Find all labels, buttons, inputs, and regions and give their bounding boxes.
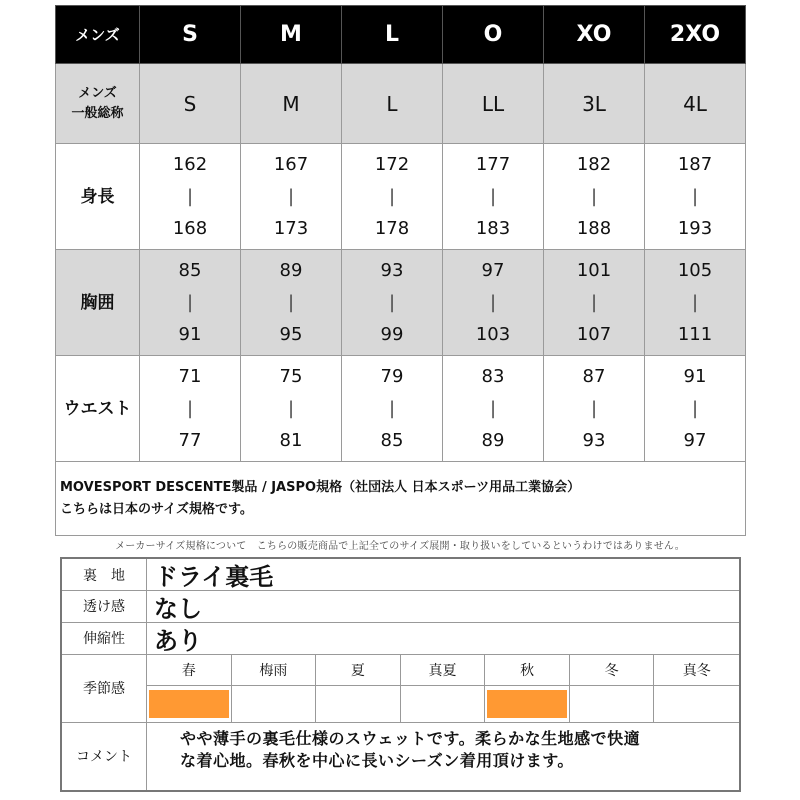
measure-label: 身長 bbox=[56, 144, 140, 250]
range-separator: | bbox=[388, 397, 396, 419]
general-size-cell: 3L bbox=[544, 64, 645, 144]
season-mark-cell bbox=[232, 686, 317, 722]
range-separator: | bbox=[691, 291, 699, 313]
range-max: 178 bbox=[374, 217, 410, 239]
general-size-row bbox=[56, 64, 746, 144]
range-max: 183 bbox=[475, 217, 511, 239]
range-max: 77 bbox=[178, 429, 202, 451]
size-header-cell: L bbox=[342, 6, 443, 64]
season-name: 梅雨 bbox=[232, 654, 317, 686]
size-header-cell: 2XO bbox=[645, 6, 746, 64]
range-separator: | bbox=[186, 397, 194, 419]
measure-range-cell bbox=[645, 356, 746, 462]
range-max: 111 bbox=[677, 323, 713, 345]
season-name: 秋 bbox=[485, 654, 570, 686]
size-header-row bbox=[56, 6, 746, 64]
lining-label: 裏 地 bbox=[62, 559, 147, 590]
measure-range-cell bbox=[140, 356, 241, 462]
stretch-value: あり bbox=[154, 626, 202, 655]
range-separator: | bbox=[186, 185, 194, 207]
range-separator: | bbox=[590, 185, 598, 207]
sheerness-value: なし bbox=[154, 594, 202, 623]
general-size-label bbox=[56, 64, 140, 144]
season-mark-cell bbox=[401, 686, 486, 722]
general-size-label-line1: メンズ bbox=[78, 85, 117, 101]
range-max: 99 bbox=[380, 323, 404, 345]
season-mark-cell bbox=[147, 686, 232, 722]
season-grid bbox=[147, 654, 739, 722]
range-max: 168 bbox=[172, 217, 208, 239]
comment-row bbox=[62, 722, 739, 790]
size-header-label: メンズ bbox=[56, 6, 140, 64]
range-max: 89 bbox=[481, 429, 505, 451]
season-highlight bbox=[149, 690, 229, 718]
size-note-line1: MOVESPORT DESCENTE製品 / JASPO規格（社団法人 日本スポーツ用品工業協会） bbox=[60, 479, 581, 495]
size-header-cell: S bbox=[140, 6, 241, 64]
comment-line2: な着心地。春秋を中心に長いシーズン着用頂けます。 bbox=[180, 751, 574, 770]
range-separator: | bbox=[590, 397, 598, 419]
chest-row bbox=[56, 250, 746, 356]
measure-range-cell bbox=[342, 144, 443, 250]
range-separator: | bbox=[287, 185, 295, 207]
season-name: 真冬 bbox=[654, 654, 739, 686]
range-max: 91 bbox=[178, 323, 202, 345]
sheerness-label: 透け感 bbox=[62, 590, 147, 622]
general-size-cell: M bbox=[241, 64, 342, 144]
measure-range-cell bbox=[544, 356, 645, 462]
range-min: 167 bbox=[273, 153, 309, 175]
season-name: 夏 bbox=[316, 654, 401, 686]
measure-range-cell bbox=[443, 144, 544, 250]
range-min: 101 bbox=[576, 259, 612, 281]
measure-range-cell bbox=[443, 356, 544, 462]
range-min: 91 bbox=[683, 365, 707, 387]
season-name: 真夏 bbox=[401, 654, 486, 686]
comment-text bbox=[180, 728, 740, 772]
season-blank bbox=[403, 690, 483, 718]
range-min: 93 bbox=[380, 259, 404, 281]
season-blank bbox=[234, 690, 314, 718]
range-min: 162 bbox=[172, 153, 208, 175]
season-mark-cell bbox=[485, 686, 570, 722]
range-max: 97 bbox=[683, 429, 707, 451]
range-min: 83 bbox=[481, 365, 505, 387]
measure-range-cell bbox=[241, 144, 342, 250]
season-highlight bbox=[487, 690, 567, 718]
measure-label: 胸囲 bbox=[56, 250, 140, 356]
range-separator: | bbox=[691, 397, 699, 419]
general-size-cell: LL bbox=[443, 64, 544, 144]
range-min: 172 bbox=[374, 153, 410, 175]
size-note-row bbox=[56, 462, 746, 536]
general-size-cell: S bbox=[140, 64, 241, 144]
range-separator: | bbox=[489, 291, 497, 313]
range-min: 75 bbox=[279, 365, 303, 387]
range-max: 188 bbox=[576, 217, 612, 239]
lining-row bbox=[62, 559, 739, 591]
size-header-cell: M bbox=[241, 6, 342, 64]
measure-range-cell bbox=[140, 144, 241, 250]
season-row bbox=[62, 654, 739, 723]
range-separator: | bbox=[388, 185, 396, 207]
range-max: 193 bbox=[677, 217, 713, 239]
range-min: 79 bbox=[380, 365, 404, 387]
range-min: 87 bbox=[582, 365, 606, 387]
range-separator: | bbox=[287, 397, 295, 419]
season-name: 春 bbox=[147, 654, 232, 686]
lining-value: ドライ裏毛 bbox=[154, 563, 274, 591]
size-table bbox=[55, 5, 746, 536]
measure-range-cell bbox=[241, 356, 342, 462]
season-name: 冬 bbox=[570, 654, 655, 686]
size-note bbox=[56, 462, 746, 536]
measure-range-cell bbox=[544, 250, 645, 356]
measure-range-cell bbox=[544, 144, 645, 250]
measure-range-cell bbox=[645, 144, 746, 250]
stretch-row bbox=[62, 622, 739, 655]
season-mark-cell bbox=[316, 686, 401, 722]
range-min: 187 bbox=[677, 153, 713, 175]
range-separator: | bbox=[186, 291, 194, 313]
season-label: 季節感 bbox=[62, 654, 147, 722]
measure-label: ウエスト bbox=[56, 356, 140, 462]
range-max: 81 bbox=[279, 429, 303, 451]
range-min: 105 bbox=[677, 259, 713, 281]
size-note-line2: こちらは日本のサイズ規格です。 bbox=[60, 501, 253, 517]
stretch-label: 伸縮性 bbox=[62, 622, 147, 654]
season-blank bbox=[318, 690, 398, 718]
waist-row bbox=[56, 356, 746, 462]
range-min: 85 bbox=[178, 259, 202, 281]
general-size-cell: L bbox=[342, 64, 443, 144]
general-size-label-line2: 一般総称 bbox=[71, 105, 124, 121]
range-max: 173 bbox=[273, 217, 309, 239]
comment-line1: やや薄手の裏毛仕様のスウェットです。柔らかな生地感で快適 bbox=[180, 729, 641, 748]
range-separator: | bbox=[489, 185, 497, 207]
measure-range-cell bbox=[443, 250, 544, 356]
range-min: 182 bbox=[576, 153, 612, 175]
range-separator: | bbox=[590, 291, 598, 313]
range-max: 93 bbox=[582, 429, 606, 451]
measure-range-cell bbox=[241, 250, 342, 356]
measure-range-cell bbox=[140, 250, 241, 356]
general-size-cell: 4L bbox=[645, 64, 746, 144]
season-blank bbox=[572, 690, 652, 718]
range-min: 89 bbox=[279, 259, 303, 281]
detail-table bbox=[60, 557, 741, 792]
range-max: 85 bbox=[380, 429, 404, 451]
maker-size-disclaimer: メーカーサイズ規格について こちらの販売商品で上記全てのサイズ展開・取り扱いをしているというわけではありません。 bbox=[115, 541, 685, 552]
sheerness-row bbox=[62, 590, 739, 623]
range-separator: | bbox=[388, 291, 396, 313]
range-separator: | bbox=[691, 185, 699, 207]
range-min: 97 bbox=[481, 259, 505, 281]
measure-range-cell bbox=[645, 250, 746, 356]
comment-label: コメント bbox=[62, 722, 147, 790]
range-min: 71 bbox=[178, 365, 202, 387]
range-max: 107 bbox=[576, 323, 612, 345]
season-mark-cell bbox=[570, 686, 655, 722]
measure-range-cell bbox=[342, 356, 443, 462]
size-header-cell: XO bbox=[544, 6, 645, 64]
season-mark-cell bbox=[654, 686, 739, 722]
range-max: 103 bbox=[475, 323, 511, 345]
measure-range-cell bbox=[342, 250, 443, 356]
range-max: 95 bbox=[279, 323, 303, 345]
range-separator: | bbox=[287, 291, 295, 313]
range-separator: | bbox=[489, 397, 497, 419]
height-row bbox=[56, 144, 746, 250]
size-header-cell: O bbox=[443, 6, 544, 64]
season-blank bbox=[656, 690, 737, 718]
range-min: 177 bbox=[475, 153, 511, 175]
